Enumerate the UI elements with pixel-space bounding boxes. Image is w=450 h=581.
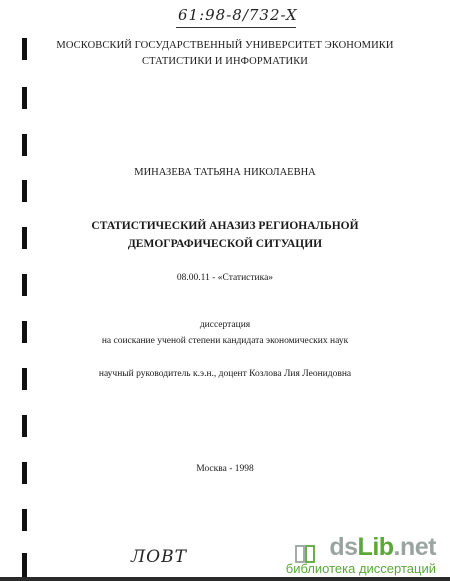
dissertation-title-line2: ДЕМОГРАФИЧЕСКОЙ СИТУАЦИИ — [127, 238, 323, 250]
scan-mark — [22, 415, 27, 437]
university-name-line2: СТАТИСТИКИ И ИНФОРМАТИКИ — [142, 56, 308, 67]
degree-line2: на соискание ученой степени кандидата экономических наук — [101, 336, 349, 346]
scan-mark — [22, 553, 27, 577]
dissertation-title-line1: СТАТИСТИЧЕСКИЙ АНАЗИЗ РЕГИОНАЛЬНОЙ — [91, 220, 359, 232]
dslib-watermark — [285, 533, 448, 579]
university-name-line1: МОСКОВСКИЙ ГОСУДАРСТВЕННЫЙ УНИВЕРСИТЕТ ЭКОНОМИКИ — [56, 40, 394, 51]
supervisor: научный руководитель к.э.н., доцент Козлова Лия Леонидовна — [98, 369, 352, 379]
author-name: МИНАЗЕВА ТАТЬЯНА НИКОЛАЕВНА — [134, 167, 316, 178]
handwritten-underline — [176, 27, 296, 28]
scan-bottom-edge — [0, 577, 450, 581]
place-year: Москва - 1998 — [196, 464, 254, 474]
handwritten-call-number: 61:98-8/732-X — [178, 6, 298, 24]
specialty-code: 08.00.11 - «Статистика» — [176, 273, 274, 283]
degree-line1: диссертация — [199, 320, 251, 330]
scan-mark — [22, 87, 27, 109]
scan-mark — [22, 180, 27, 202]
watermark-ds: ds — [329, 533, 358, 561]
scan-mark — [22, 134, 27, 156]
scan-mark — [22, 509, 27, 531]
watermark-subtitle: библиотека диссертаций — [285, 561, 436, 576]
watermark-net: .net — [393, 533, 436, 561]
watermark-brand — [329, 533, 436, 562]
handwritten-signature: ЛОВТ — [131, 547, 187, 567]
watermark-lib: Lib — [357, 533, 394, 561]
